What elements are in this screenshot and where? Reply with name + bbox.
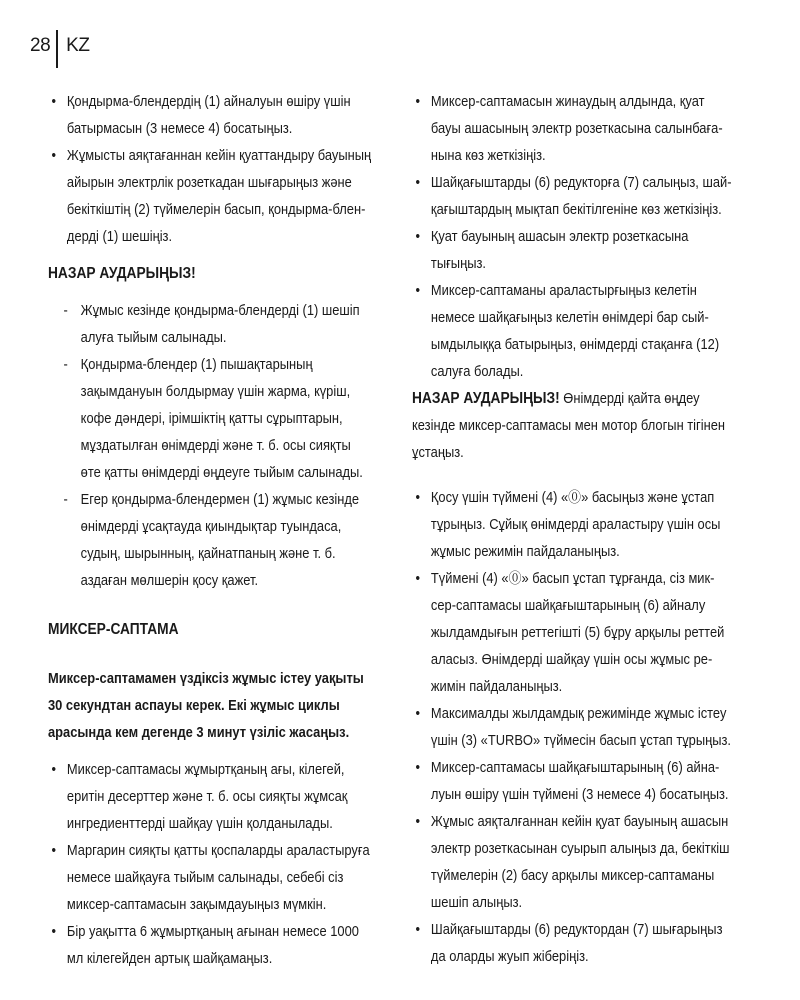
dash-list [48, 297, 363, 594]
list-item: - Жұмыс кезінде қондырма-блендерді (1) шешіп алуға тыйым салынады. [57, 297, 349, 351]
list-item: • Шайқағыштарды (6) редукторға (7) салыңыз, шай- қағыштардың мықтап бекітілгеніне көз жеткізіңіз. [412, 169, 704, 223]
list-item: - Қондырма-блендер (1) пышақтарының зақымдануын болдырмау үшін жарма, күріш, кофе дәндері, ірімшіктің қатты сұрыптарын, мұздатылған өнімдерді және т. б. осы сияқты өте қатты өнімдерді өңдеуге тыйым салынады. [57, 351, 349, 486]
list-item: • Жұмысты аяқтағаннан кейін қуаттандыру бауының айырын электрлік розеткадан шығарыңыз және бекіткіштің (2) түймелерін басып, қондырма-блен- дерді (1) шешіңіз. [48, 142, 349, 250]
list-item: • Бір уақытта 6 жұмыртқаның ағынан немесе 1000 мл кілегейден артық шайқамаңыз. [48, 918, 349, 972]
list-item: • Миксер-саптаманы араластырғыңыз келетін немесе шайқағыңыз келетін өнімдері бар сый- ымдылыққа батырыңыз, өнімдерді стақанға (12) салуға болады. [412, 277, 704, 385]
list-item: • Миксер-саптамасы жұмыртқаның ағы, кілегей, еритін десерттер және т. б. осы сияқты жұмсақ ингредиенттерді шайқау үшін қолданылады. [48, 756, 349, 837]
bold-paragraph: Миксер-саптамамен үздіксіз жұмыс істеу уақыты 30 секундтан аспауы керек. Екі жұмыс циклы арасында кем дегенде 3 минут үзіліс жасаңыз. [48, 670, 364, 741]
list-item: • Түймені (4) «⓪» басып ұстап тұрғанда, сіз мик- сер-саптамасы шайқағыштарының (6) айналу жылдамдығын реттегішті (5) бұру арқылы реттей аласыз. Өнімдерді шайқау үшін осы жұмыс ре- жимін пайдаланыңыз. [412, 565, 704, 700]
list-item: • Қосу үшін түймені (4) «⓪» басыңыз және ұстап тұрыңыз. Сұйық өнімдерді араластыру үшін осы жұмыс режимін пайдаланыңыз. [412, 484, 704, 565]
bullet-list [48, 756, 370, 972]
list-item: • Максималды жылдамдық режимінде жұмыс істеу үшін (3) «TURBO» түймесін басып ұстап тұрыңыз. [412, 700, 704, 754]
warning-paragraph: НАЗАР АУДАРЫҢЫЗ! Өнімдерді қайта өңдеу кезінде миксер-саптамасы мен мотор блогын тігінен ұстаңыз. [412, 390, 726, 461]
bullet-list [412, 484, 732, 970]
warning-heading: НАЗАР АУДАРЫҢЫЗ! [412, 390, 560, 407]
section-heading: МИКСЕР-САПТАМА [48, 621, 179, 638]
bullet-list [412, 88, 732, 385]
list-item: • Қондырма-блендердің (1) айналуын өшіру үшін батырмасын (3 немесе 4) босатыңыз. [48, 88, 349, 142]
page-header [30, 33, 89, 59]
warning-heading: НАЗАР АУДАРЫҢЫЗ! [48, 265, 196, 282]
page-number: 28 [30, 35, 51, 56]
right-column [412, 88, 752, 970]
left-column [48, 88, 398, 972]
list-item: • Миксер-саптамасын жинаудың алдында, қуат бауы ашасының электр розеткасына салынбаға- нына көз жеткізіңіз. [412, 88, 704, 169]
list-item: • Қуат бауының ашасын электр розеткасына тығыңыз. [412, 223, 704, 277]
list-item: • Жұмыс аяқталғаннан кейін қуат бауының ашасын электр розеткасынан суырып алыңыз да, бекіткіш түймелерін (2) басу арқылы миксер-саптаманы шешіп алыңыз. [412, 808, 704, 916]
list-item: - Егер қондырма-блендермен (1) жұмыс кезінде өнімдерді ұсақтауда қиындықтар туындаса, судың, шырынның, қайнатпаның және т. б. аздаған мөлшерін қосу қажет. [57, 486, 349, 594]
bullet-list [48, 88, 372, 250]
list-item: • Миксер-саптамасы шайқағыштарының (6) айна- луын өшіру үшін түймені (3 немесе 4) босатыңыз. [412, 754, 704, 808]
list-item: • Маргарин сияқты қатты қоспаларды араластыруға немесе шайқауға тыйым салынады, себебі сіз миксер-саптамасын зақымдауыңыз мүмкін. [48, 837, 349, 918]
language-code: KZ [66, 35, 90, 56]
list-item: • Шайқағыштарды (6) редуктордан (7) шығарыңыз да оларды жуып жіберіңіз. [412, 916, 704, 970]
